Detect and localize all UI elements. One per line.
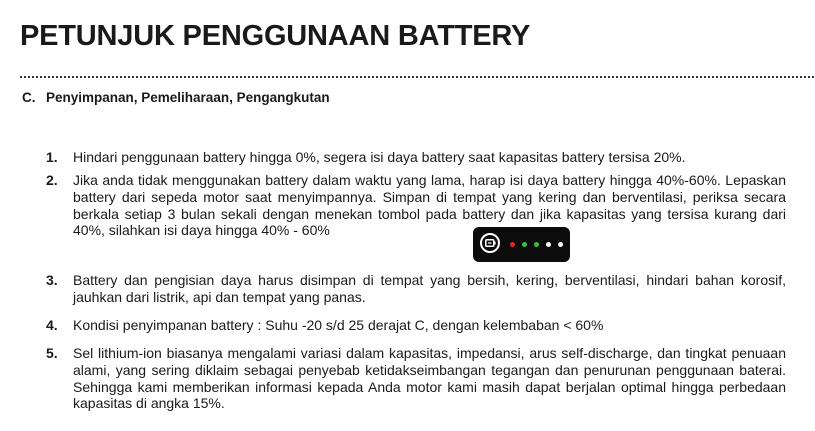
battery-led	[558, 242, 563, 247]
list-item-text: Kondisi penyimpanan battery : Suhu -20 s/d 25 derajat C, dengan kelembaban < 60%	[73, 317, 604, 333]
list-item	[46, 149, 786, 166]
battery-led	[546, 242, 551, 247]
list-item-text: Jika anda tidak menggunakan battery dalam waktu yang lama, harap isi daya battery hingga 40%-60%. Lepaskan battery dari sepeda motor saat menyimpannya. Simpan di tempat yang kering dan berventilasi, periksa secara berkala setiap 3 bulan sekali dengan menekan tombol pada battery dan jika kapasitas yang tersisa kurang dari 40%, silahkan isi daya hingga 40% - 60%	[73, 172, 786, 239]
page-title: PETUNJUK PENGGUNAAN BATTERY	[20, 20, 531, 52]
battery-led	[534, 242, 539, 247]
list-item-number: 1.	[46, 149, 58, 165]
battery-level-indicator	[473, 227, 570, 262]
list-item	[46, 272, 786, 306]
list-item-text: Hindari penggunaan battery hingga 0%, segera isi daya battery saat kapasitas battery tersisa 20%.	[73, 149, 686, 165]
battery-led	[522, 242, 527, 247]
title-divider	[20, 76, 814, 78]
list-item	[46, 345, 786, 412]
list-item	[46, 172, 786, 239]
list-item-text: Battery dan pengisian daya harus disimpan di tempat yang bersih, kering, berventilasi, hindari bahan korosif, jauhkan dari listrik, api dan tempat yang panas.	[73, 272, 786, 305]
section-letter: C.	[22, 90, 36, 105]
list-item-number: 2.	[46, 172, 58, 188]
section-heading	[22, 90, 330, 105]
list-item	[46, 317, 786, 334]
battery-button-icon	[480, 233, 500, 253]
list-item-number: 5.	[46, 345, 58, 361]
list-item-number: 3.	[46, 272, 58, 288]
list-item-number: 4.	[46, 317, 58, 333]
section-title: Penyimpanan, Pemeliharaan, Pengangkutan	[46, 90, 330, 105]
list-item-text: Sel lithium-ion biasanya mengalami variasi dalam kapasitas, impedansi, arus self-discharge, dan tingkat penuaan alami, yang sering diklaim sebagai penyebab ketidakseimbangan tegangan dan penurunan penggunaan baterai. Sehingga kami memberikan informasi kepada Anda motor kami masih dapat berjalan optimal hingga perbedaan kapasitas di angka 15%.	[73, 345, 786, 412]
battery-led	[510, 242, 515, 247]
